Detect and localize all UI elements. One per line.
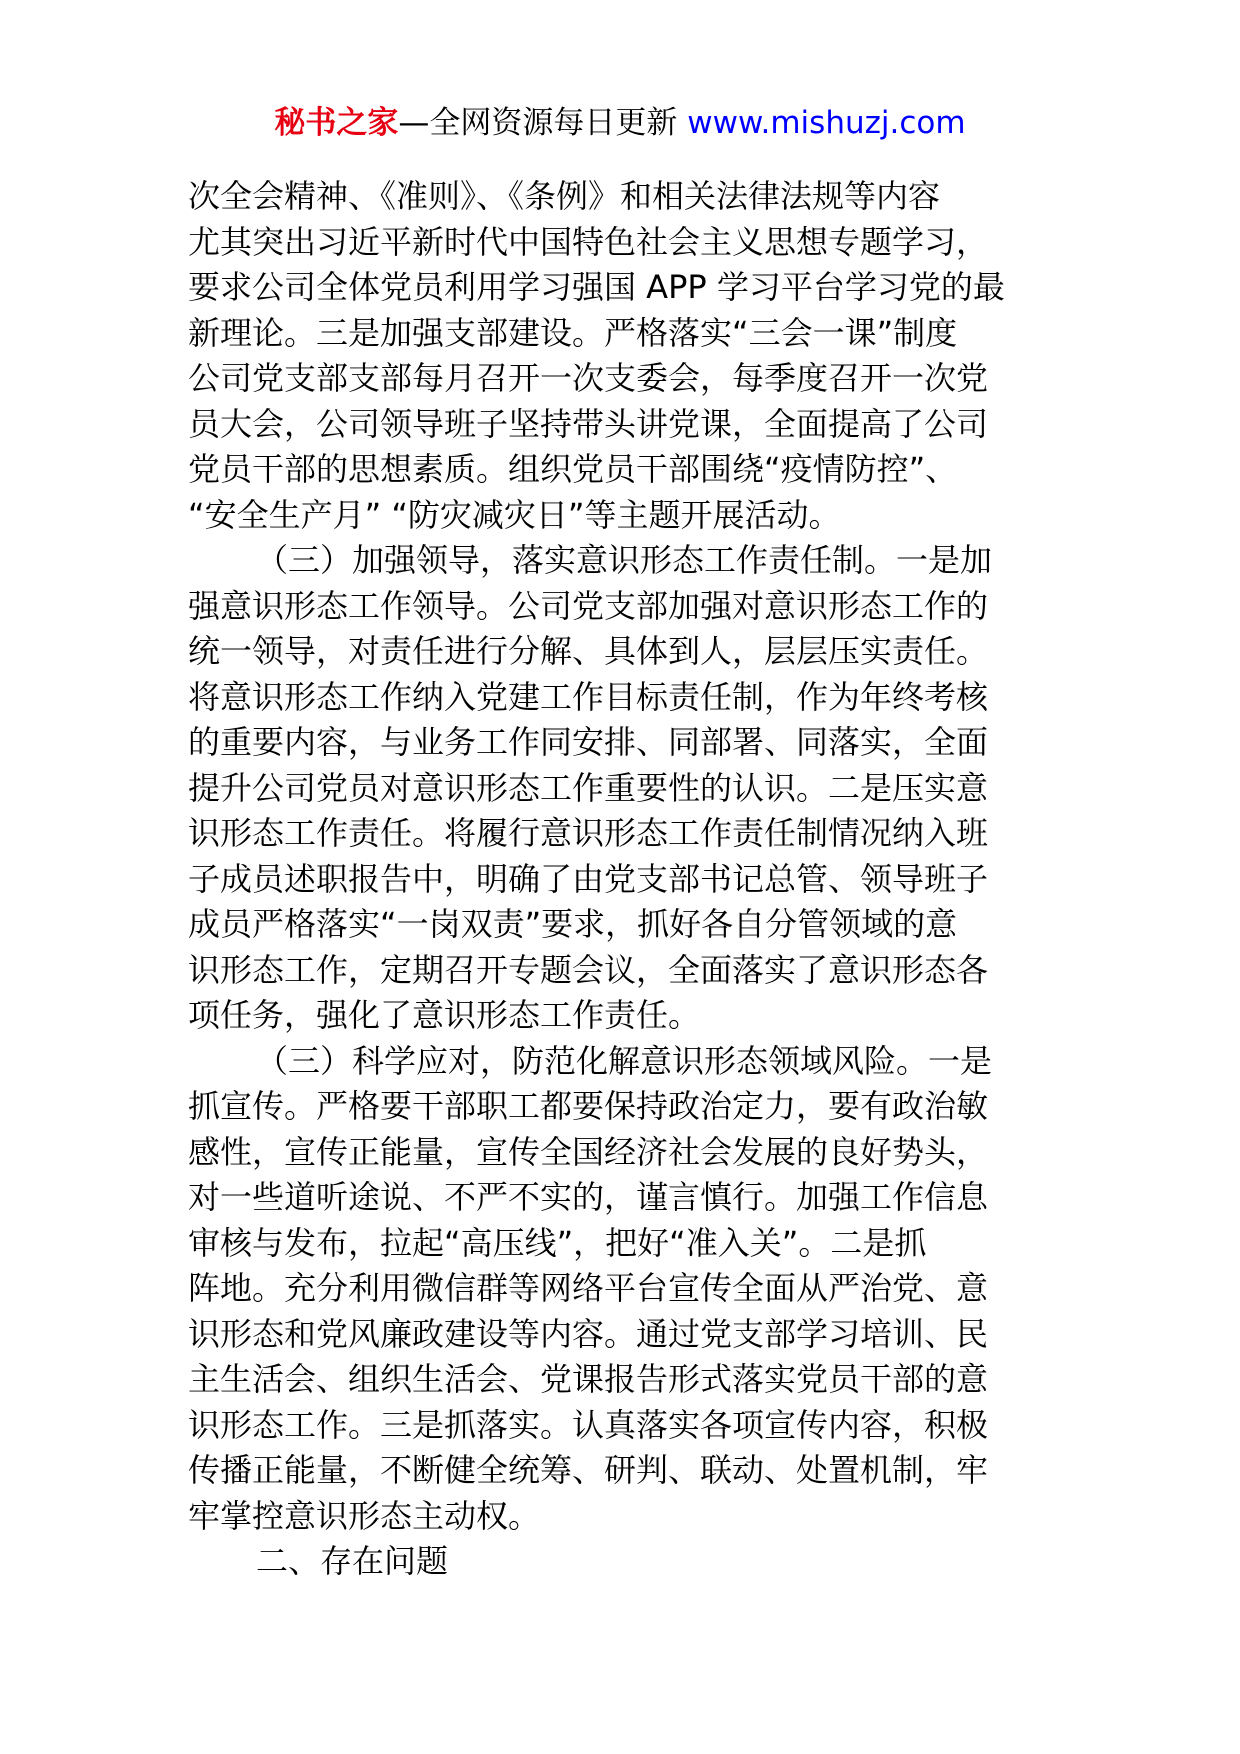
- body-line: 成员严格落实“一岗双责”要求，抓好各自分管领域的意: [188, 905, 958, 943]
- section-heading-line: （三）加强领导，落实意识形态工作责任制。一是加: [256, 541, 993, 579]
- body-line: 将意识形态工作纳入党建工作目标责任制，作为年终考核: [188, 677, 989, 716]
- body-line: 传播正能量，不断健全统筹、研判、联动、处置机制，牢: [188, 1451, 989, 1489]
- body-line: 提升公司党员对意识形态工作重要性的认识。二是压实意: [188, 768, 989, 807]
- body-line: 公司党支部支部每月召开一次支委会，每季度召开一次党: [188, 359, 989, 397]
- body-line: 识形态工作责任。将履行意识形态工作责任制情况纳入班: [188, 814, 989, 852]
- body-line: 识形态工作，定期召开专题会议，全面落实了意识形态各: [188, 950, 989, 989]
- body-line: 审核与发布，拉起“高压线”，把好“准入关”。二是抓: [188, 1223, 927, 1262]
- body-line: 党员干部的思想素质。组织党员干部围绕“疫情防控”、: [188, 450, 958, 488]
- section-title: 二、存在问题: [256, 1542, 449, 1580]
- body-line: 次全会精神、《准则》、《条例》和相关法律法规等内容: [188, 177, 941, 215]
- body-line: 抓宣传。严格要干部职工都要保持政治定力，要有政治敏: [188, 1087, 989, 1125]
- site-url[interactable]: www.mishuzj.com: [687, 105, 966, 141]
- body-line: “安全生产月” “防灾减灾日”等主题开展活动。: [188, 495, 841, 534]
- body-line: 的重要内容，与业务工作同安排、同部署、同落实，全面: [188, 723, 989, 761]
- body-line: 尤其突出习近平新时代中国特色社会主义思想专题学习，: [188, 222, 989, 261]
- body-line: 强意识形态工作领导。公司党支部加强对意识形态工作的: [188, 586, 989, 625]
- body-line: 识形态工作。三是抓落实。认真落实各项宣传内容，积极: [188, 1405, 989, 1444]
- body-line: 识形态和党风廉政建设等内容。通过党支部学习培训、民: [188, 1314, 989, 1353]
- brand-name: 秘书之家: [274, 105, 399, 141]
- body-line: 项任务，强化了意识形态工作责任。: [188, 996, 701, 1034]
- body-line: 牢掌控意识形态主动权。: [188, 1496, 541, 1535]
- section-heading-line: （三）科学应对，防范化解意识形态领域风险。一是: [256, 1041, 993, 1080]
- body-line: 子成员述职报告中，明确了由党支部书记总管、领导班子: [188, 859, 989, 898]
- body-line: 主生活会、组织生活会、党课报告形式落实党员干部的意: [188, 1360, 989, 1398]
- document-body: [188, 174, 1054, 1585]
- body-line: 员大会，公司领导班子坚持带头讲党课，全面提高了公司: [188, 404, 989, 443]
- body-line: 统一领导，对责任进行分解、具体到人，层层压实责任。: [188, 632, 989, 670]
- body-line: 新理论。三是加强支部建设。严格落实“三会一课”制度: [188, 313, 958, 352]
- body-line: 对一些道听途说、不严不实的，谨言慎行。加强工作信息: [188, 1178, 989, 1216]
- page-header: [0, 100, 1240, 146]
- body-line: 感性，宣传正能量，宣传全国经济社会发展的良好势头，: [188, 1132, 989, 1171]
- body-line: 阵地。充分利用微信群等网络平台宣传全面从严治党、意: [188, 1269, 989, 1307]
- body-line: 要求公司全体党员利用学习强国 APP 学习平台学习党的最: [188, 268, 1005, 306]
- header-tagline: —全网资源每日更新: [398, 105, 678, 141]
